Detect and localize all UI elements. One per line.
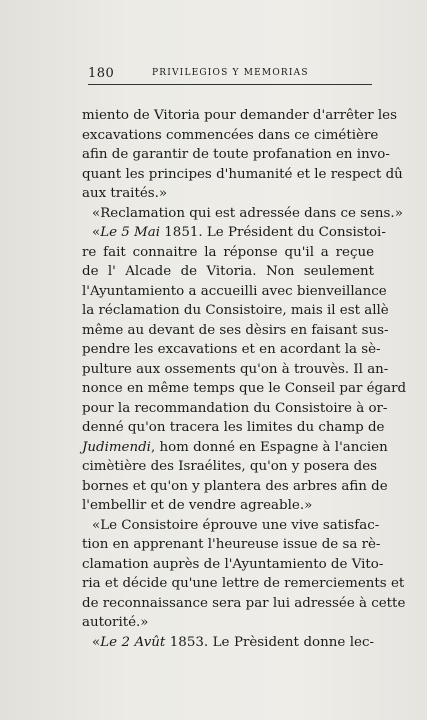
text-line: afin de garantir de toute profanation en invo- bbox=[82, 147, 390, 162]
text-line: nonce en même temps que le Conseil par égard bbox=[82, 381, 407, 396]
text-line: ria et décide qu'une lettre de remerciements et bbox=[82, 576, 405, 591]
text-line: bornes et qu'on y plantera des arbres afin de bbox=[82, 478, 388, 494]
text-line: tion en apprenant l'heureuse issue de sa rè- bbox=[82, 537, 381, 552]
text-line: même au devant de ses dèsirs en faisant sus- bbox=[82, 322, 389, 338]
body-text bbox=[82, 106, 407, 652]
text-line: quant les principes d'humanité et le respect dû bbox=[82, 166, 403, 182]
page-number: 180 bbox=[88, 66, 115, 81]
text-line: denné qu'on tracera les limites du champ de bbox=[82, 420, 385, 435]
text-line: excavations commencées dans ce cimétière bbox=[82, 127, 379, 143]
text-line: de l' Alcade de Vitoria. Non seulement bbox=[82, 264, 374, 279]
text-line: l'embellir et de vendre agreable.» bbox=[82, 498, 313, 513]
text-line: l'Ayuntamiento a accueilli avec bienveillance bbox=[82, 283, 387, 299]
text-line: pulture aux ossements qu'on à trouvès. Il an- bbox=[82, 361, 389, 377]
text-line: la réclamation du Consistoire, mais il est allè bbox=[82, 303, 389, 318]
text-line: «Reclamation qui est adressée dans ce sens.» bbox=[92, 205, 403, 221]
text-line: «Le 5 Mai 1851. Le Président du Consistoi- bbox=[92, 225, 386, 240]
text-line: autorité.» bbox=[82, 615, 149, 630]
text-line: aux traités.» bbox=[82, 186, 168, 201]
text-line: cimètière des Israélites, qu'on y posera des bbox=[82, 459, 378, 474]
text-line: Judimendi, hom donné en Espagne à l'ancien bbox=[82, 439, 388, 455]
text-line: «Le Consistoire éprouve une vive satisfac- bbox=[92, 517, 380, 533]
text-line: pour la recommandation du Consistoire à or- bbox=[82, 400, 388, 416]
page-header bbox=[88, 66, 372, 82]
text-line: re fait connaitre la réponse qu'il a reçue bbox=[82, 244, 374, 260]
text-line: «Le 2 Avût 1853. Le Prèsident donne lec- bbox=[92, 634, 375, 650]
text-line: de reconnaissance sera par lui adressée à cette bbox=[82, 595, 406, 611]
header-rule bbox=[88, 84, 372, 85]
text-line: clamation auprès de l'Ayuntamiento de Vito- bbox=[82, 556, 384, 572]
text-line: miento de Vitoria pour demander d'arrêter les bbox=[82, 108, 397, 123]
text-line: pendre les excavations et en acordant la sè- bbox=[82, 342, 381, 357]
running-title: PRIVILEGIOS Y MEMORIAS bbox=[152, 68, 309, 78]
